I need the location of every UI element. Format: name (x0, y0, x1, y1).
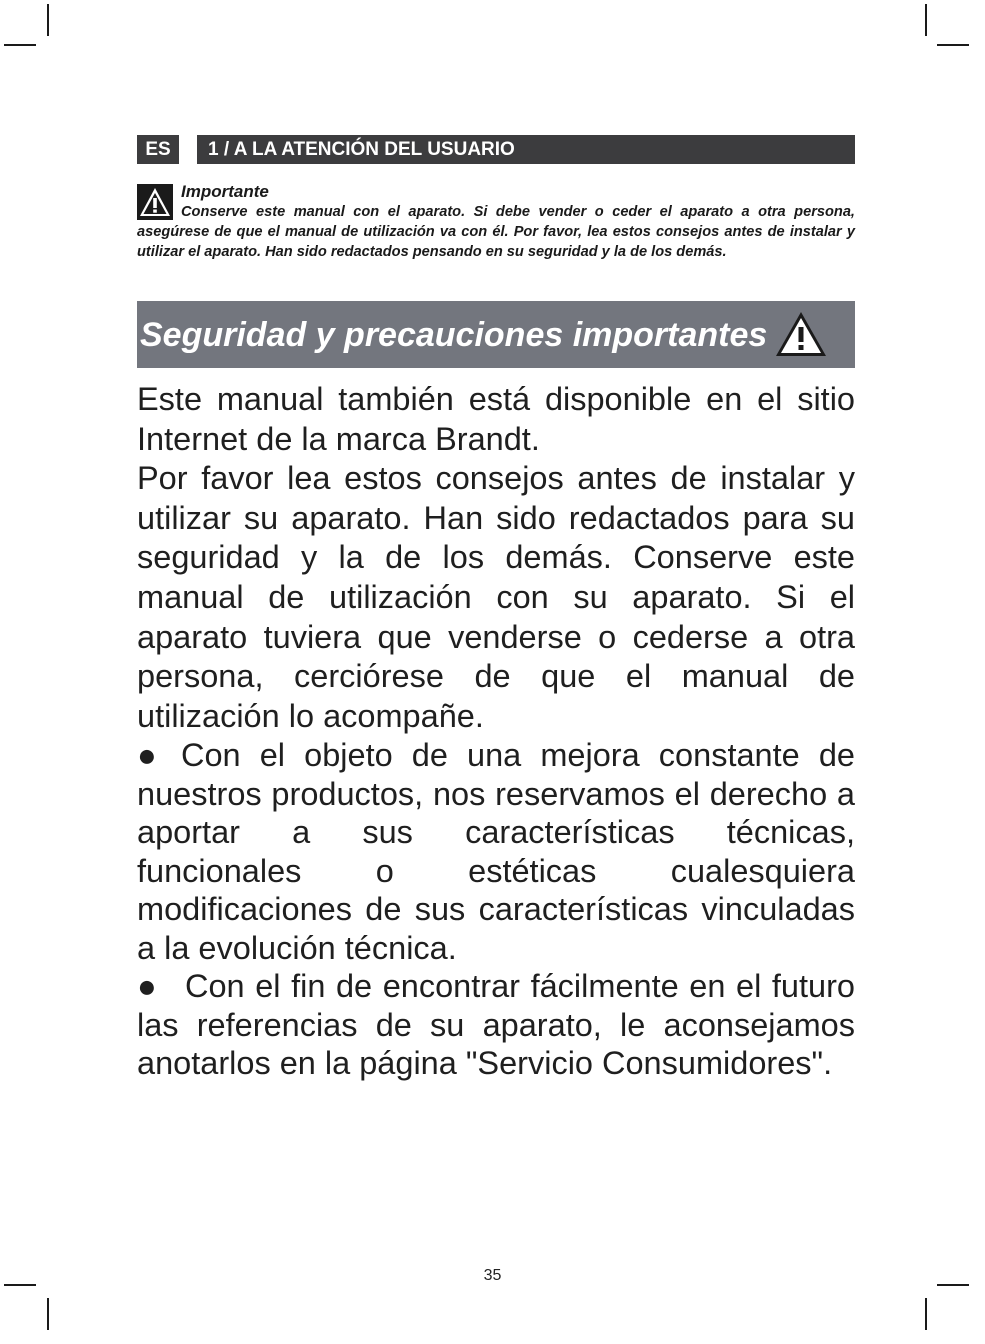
bullet-text: Con el fin de encontrar fácilmente en el futuro las referencias de su aparato, le aconsejamos anotarlos en la página "Servicio Consumidores". (137, 968, 855, 1081)
important-notice (137, 182, 855, 262)
bullet-item-improvements (137, 736, 855, 967)
body-text (137, 380, 855, 1082)
bullet-text: Con el objeto de una mejora constante de nuestros productos, nos reservamos el derecho a aportar a sus características técnicas, funcionales o estéticas cualesquiera modificaciones de sus características vinculadas a la evolución técnica. (137, 737, 855, 966)
safety-banner (137, 301, 855, 368)
language-tag: ES (137, 135, 179, 164)
intro-paragraph: Este manual también está disponible en el sitio Internet de la marca Brandt. (137, 381, 855, 457)
crop-mark-top-right-v (925, 4, 927, 36)
crop-mark-top-left-h (4, 44, 36, 46)
section-header (137, 135, 855, 164)
warning-icon (137, 184, 173, 220)
important-title: Importante (181, 182, 269, 201)
crop-mark-top-right-h (937, 44, 969, 46)
crop-mark-top-left-v (47, 4, 49, 36)
warning-triangle-icon (774, 310, 828, 358)
crop-mark-bottom-left-v (47, 1298, 49, 1330)
section-title: 1 / A LA ATENCIÓN DEL USUARIO (197, 135, 855, 164)
bullet-icon: ● (137, 737, 157, 774)
page-number: 35 (483, 1267, 502, 1284)
important-text: Conserve este manual con el aparato. Si debe vender o ceder el aparato a otra persona, asegúrese de que el manual de utilización va con él. Por favor, lea estos consejos antes de instalar y utilizar el aparato. Han sido redactados pensando en su seguridad y la de los demás. (137, 204, 855, 260)
advice-paragraph: Por favor lea estos consejos antes de instalar y utilizar su aparato. Han sido redactados para su seguridad y la de los demás. Conserve este manual de utilización con su aparato. Si el aparato tuviera que venderse o cederse a otra persona, cerciórese de que el manual de utilización lo acompañe. (137, 460, 855, 734)
bullet-icon: ● (137, 968, 157, 1005)
crop-mark-bottom-right-v (925, 1298, 927, 1330)
banner-title: Seguridad y precauciones importantes (140, 316, 768, 354)
bullet-item-references (137, 967, 855, 1082)
